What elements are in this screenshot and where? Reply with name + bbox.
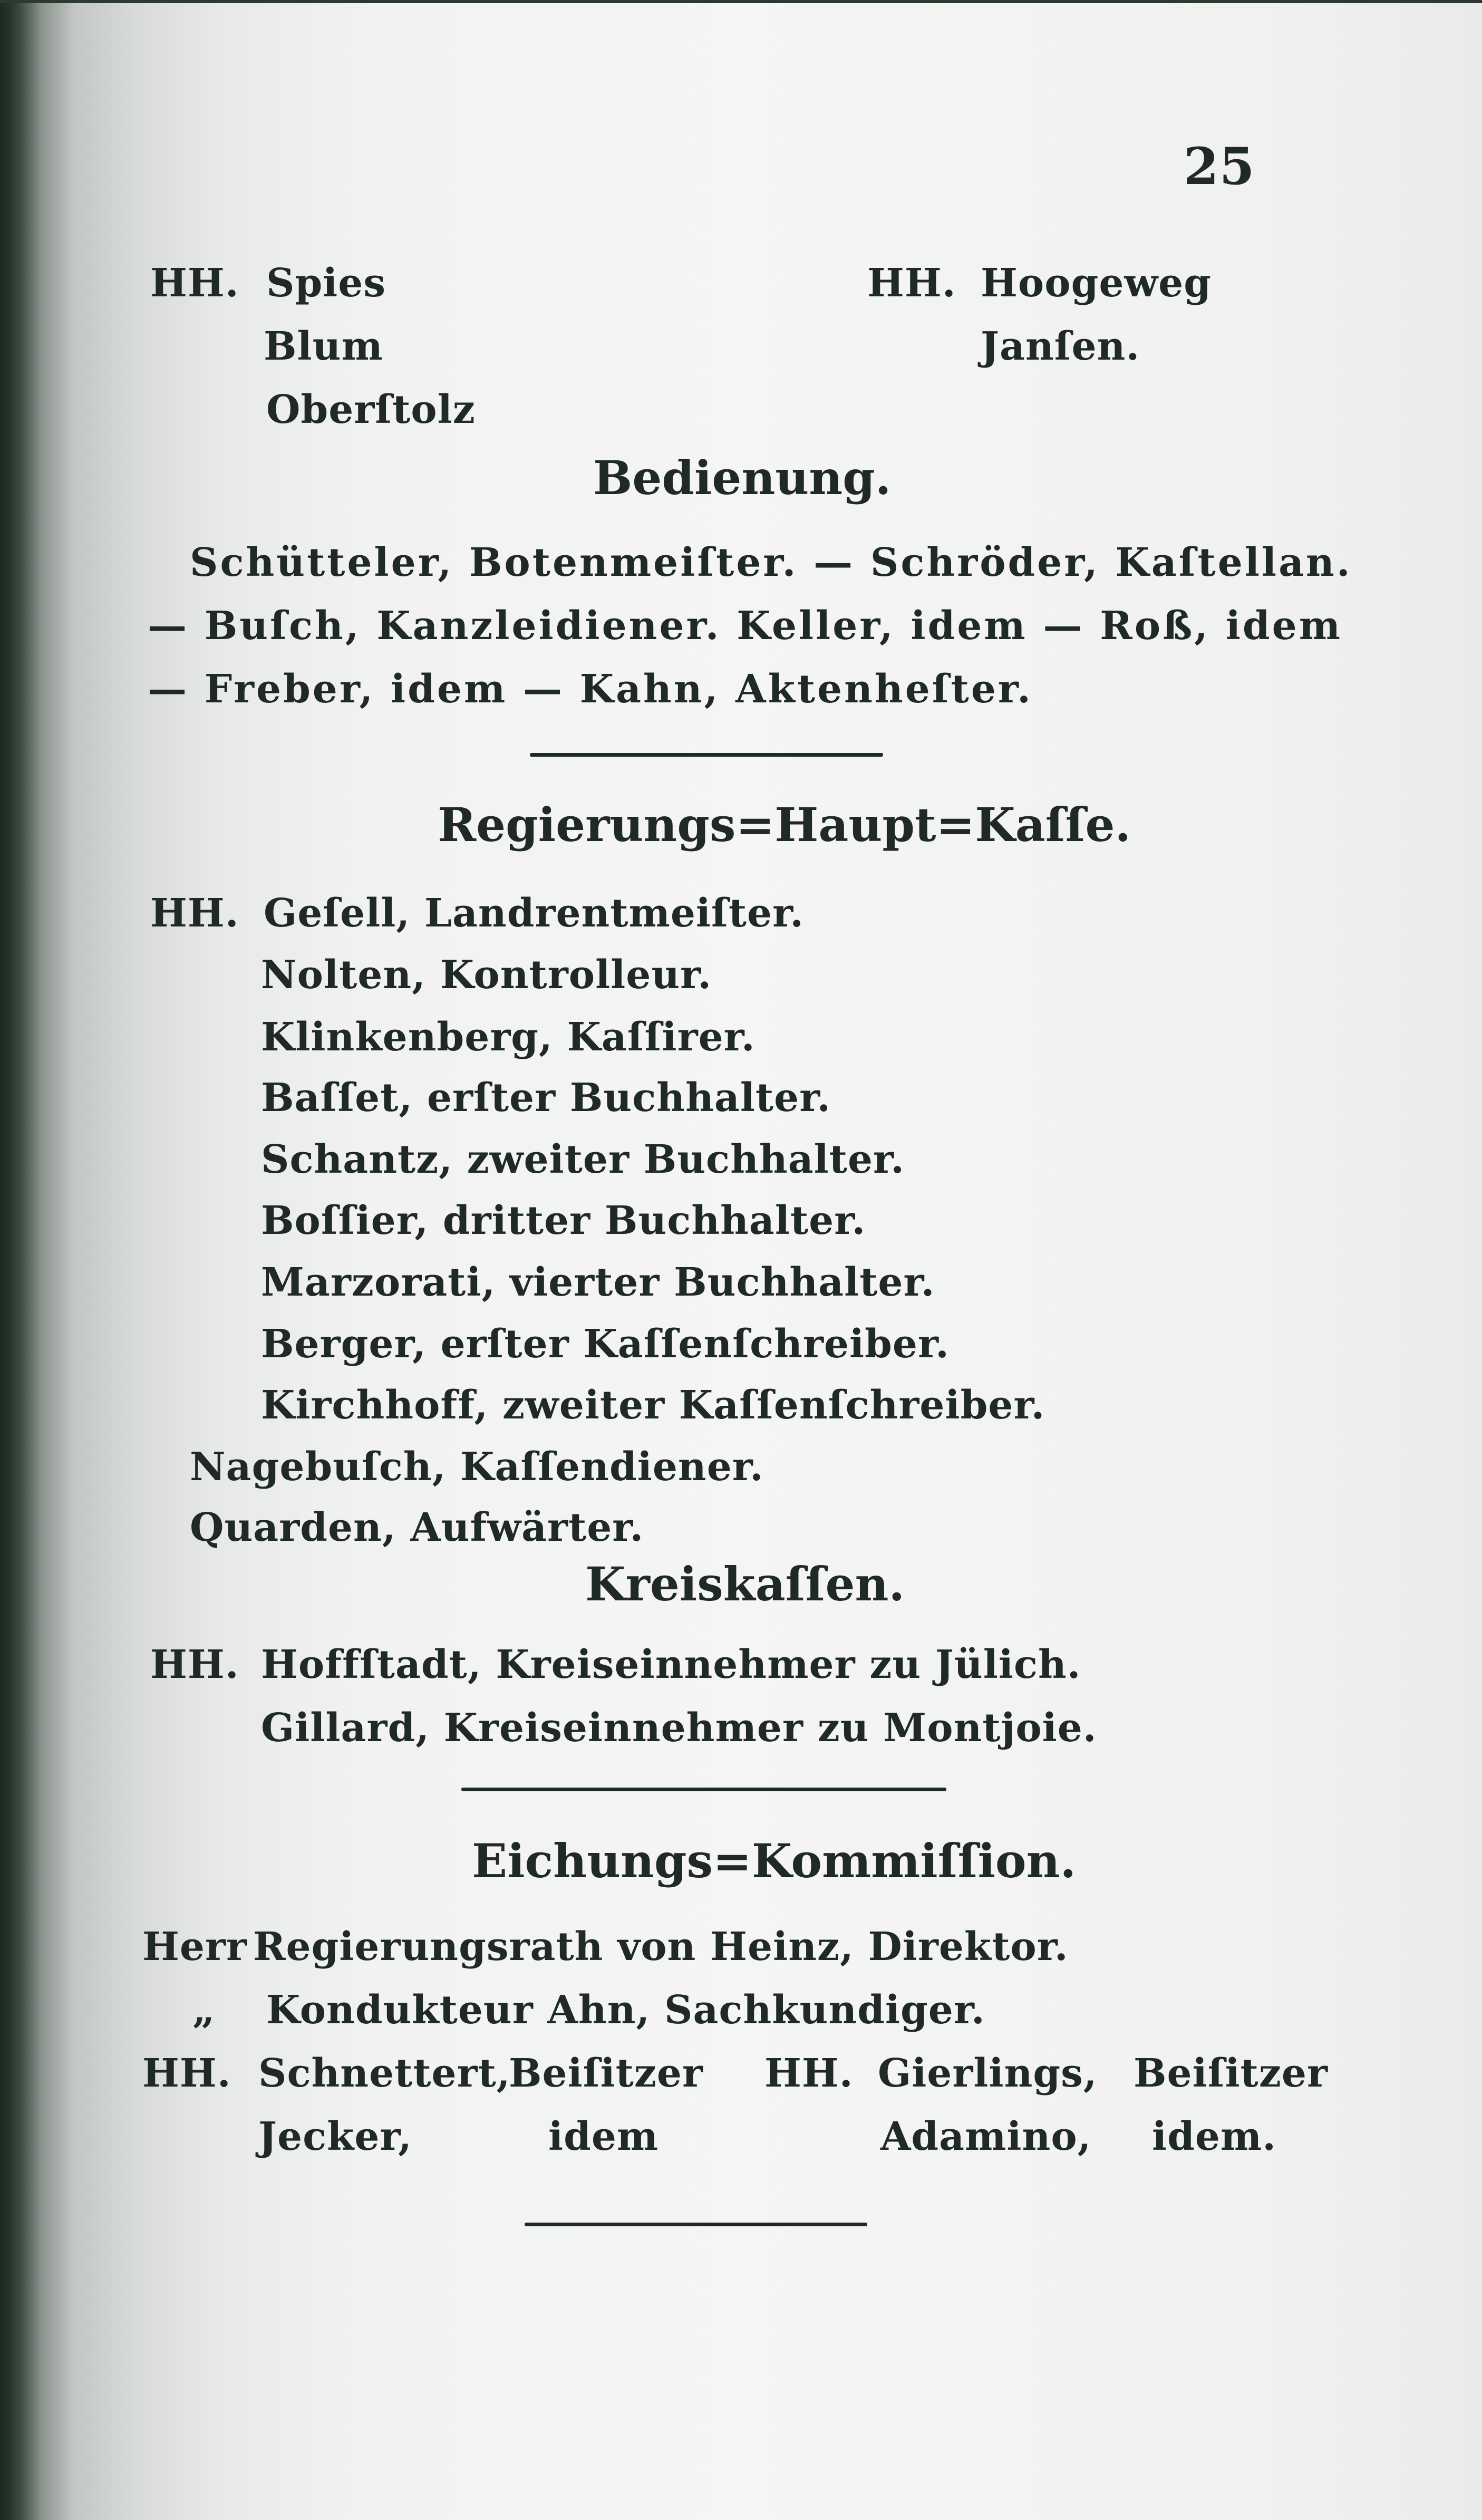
top-left-name-2: Blum: [264, 324, 383, 369]
eichung-members-left-prefix: HH.: [142, 2051, 231, 2096]
section-divider-2: [461, 1788, 946, 1791]
eichung-member-role: Beiſitzer: [1134, 2051, 1328, 2096]
top-left-prefix: HH.: [150, 260, 239, 306]
hauptkasse-entry: Kirchhoff, zweiter Kaſſenſchreiber.: [261, 1383, 1045, 1428]
section-heading-kreiskassen: Kreiskaſſen.: [585, 1557, 905, 1611]
eichung-line-2-prefix: „: [192, 1987, 216, 2033]
eichung-member-name: Adamino,: [880, 2114, 1092, 2159]
eichung-line-1-prefix: Herr: [142, 1924, 247, 1969]
top-right-prefix: HH.: [867, 260, 956, 306]
top-left-name-1: Spies: [266, 260, 386, 306]
eichung-member-name: Schnettert,: [258, 2051, 511, 2096]
hauptkasse-entry: Boſſier, dritter Buchhalter.: [261, 1198, 866, 1243]
kreiskassen-prefix: HH.: [150, 1642, 239, 1687]
top-left-name-3: Oberſtolz: [266, 387, 476, 432]
hauptkasse-entry: Geſell, Landrentmeiſter.: [264, 891, 805, 936]
eichung-member-role: idem.: [1152, 2114, 1276, 2159]
eichung-line-2-text: Kondukteur Ahn, Sachkundiger.: [266, 1987, 985, 2033]
bedienung-line-3: — Freber, idem — Kahn, Aktenheſter.: [148, 667, 1033, 712]
top-right-name-1: Hoogeweg: [981, 260, 1212, 306]
hauptkasse-entry: Berger, erſter Kaſſenſchreiber.: [261, 1321, 950, 1367]
hauptkasse-entry: Baſſet, erſter Buchhalter.: [261, 1075, 831, 1121]
hauptkasse-entry-outdented: Nagebuſch, Kaſſendiener.: [190, 1444, 764, 1490]
eichung-line-1-text: Regierungsrath von Heinz, Direktor.: [253, 1924, 1069, 1969]
section-heading-bedienung: Bedienung.: [593, 450, 892, 505]
page-number: 25: [1184, 137, 1255, 196]
eichung-member-name: Gierlings,: [878, 2051, 1098, 2096]
hauptkasse-entry: Marzorati, vierter Buchhalter.: [261, 1260, 935, 1305]
section-divider-3: [525, 2223, 867, 2226]
bedienung-line-2: — Buſch, Kanzleidiener. Keller, idem — Roß, idem: [148, 603, 1343, 649]
hauptkasse-entry: Klinkenberg, Kaſſirer.: [261, 1015, 755, 1060]
eichung-member-role: Beiſitzer: [509, 2051, 703, 2096]
hauptkasse-entry-outdented: Quarden, Aufwärter.: [190, 1505, 644, 1550]
hauptkasse-prefix: HH.: [150, 891, 239, 936]
section-divider-1: [530, 753, 883, 757]
bedienung-line-1: Schütteler, Botenmeiſter. — Schröder, Kaſtellan.: [190, 540, 1352, 585]
top-right-name-2: Janſen.: [981, 324, 1140, 369]
hauptkasse-entry: Nolten, Kontrolleur.: [261, 952, 712, 998]
section-heading-hauptkasse: Regierungs=Haupt=Kaſſe.: [438, 797, 1131, 852]
eichung-member-name: Jecker,: [258, 2114, 412, 2159]
kreiskassen-entry: Hoffſtadt, Kreiseinnehmer zu Jülich.: [261, 1642, 1081, 1687]
kreiskassen-entry: Gillard, Kreiseinnehmer zu Montjoie.: [261, 1705, 1097, 1751]
eichung-members-right-prefix: HH.: [764, 2051, 854, 2096]
hauptkasse-entry: Schantz, zweiter Buchhalter.: [261, 1137, 905, 1182]
section-heading-eichung: Eichungs=Kommiſſion.: [472, 1833, 1077, 1888]
eichung-member-role: idem: [548, 2114, 659, 2159]
